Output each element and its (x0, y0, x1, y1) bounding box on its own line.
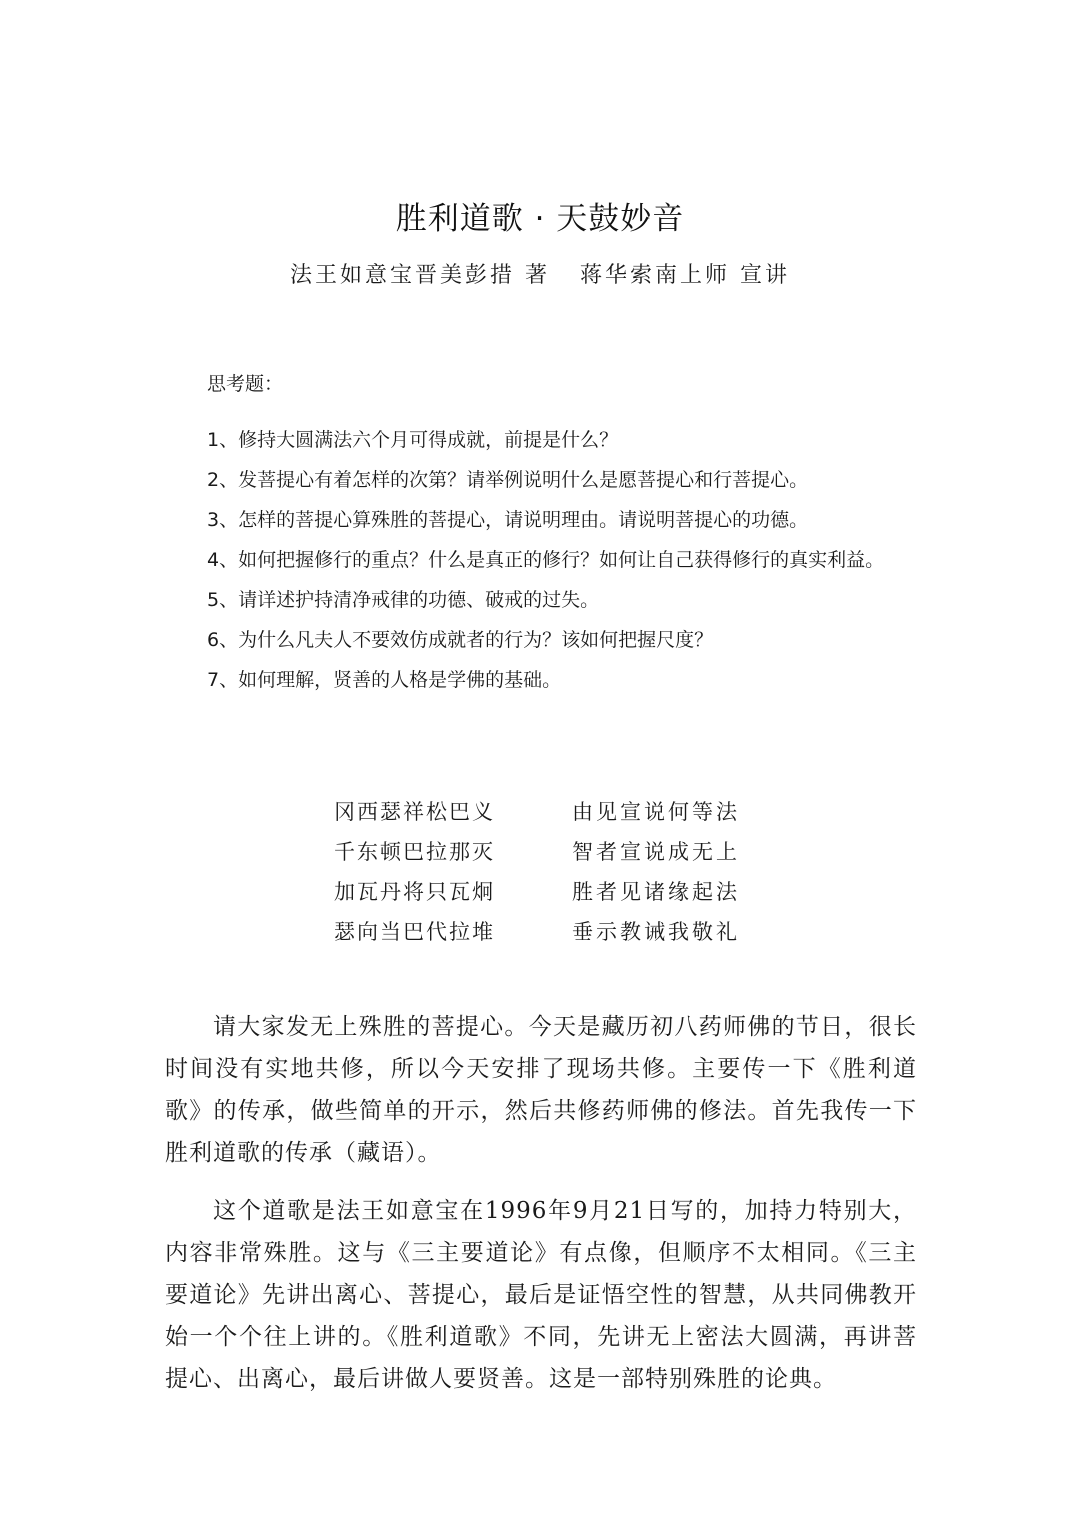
verse-chinese: 智者宣说成无上 (572, 840, 740, 864)
verse-tibetan: 冈西瑟祥松巴义 (334, 800, 495, 824)
byline (0, 258, 1080, 289)
verse-tibetan: 千东顿巴拉那灭 (334, 840, 495, 864)
verse-chinese: 胜者见诸缘起法 (572, 880, 740, 904)
questions-list (165, 420, 917, 700)
verse-line (334, 872, 754, 912)
verse-block (334, 792, 754, 952)
question-item: 2、发菩提心有着怎样的次第？请举例说明什么是愿菩提心和行菩提心。 (207, 469, 809, 491)
verse-chinese: 由见宣说何等法 (572, 800, 740, 824)
verse-tibetan: 瑟向当巴代拉堆 (334, 920, 495, 944)
question-item: 4、如何把握修行的重点？什么是真正的修行？如何让自己获得修行的真实利益。 (207, 549, 885, 571)
lecturer-credit: 蒋华索南上师 宣讲 (580, 263, 790, 288)
question-item: 5、请详述护持清净戒律的功德、破戒的过失。 (207, 589, 600, 611)
question-item: 6、为什么凡夫人不要效仿成就者的行为？该如何把握尺度？ (207, 629, 714, 651)
verse-line (334, 912, 754, 952)
question-item: 3、怎样的菩提心算殊胜的菩提心，请说明理由。请说明菩提心的功德。 (207, 509, 809, 531)
questions-heading: 思考题： (207, 373, 284, 395)
verse-line (334, 832, 754, 872)
verse-line (334, 792, 754, 832)
body-text (165, 1006, 917, 1416)
question-item: 1、修持大圆满法六个月可得成就，前提是什么？ (207, 429, 619, 451)
document-title: 胜利道歌 · 天鼓妙音 (395, 201, 685, 237)
author-credit: 法王如意宝晋美彭措 著 (290, 263, 550, 288)
body-paragraph: 请大家发无上殊胜的菩提心。今天是藏历初八药师佛的节日，很长时间没有实地共修，所以今天安排了现场共修。主要传一下《胜利道歌》的传承，做些简单的开示，然后共修药师佛的修法。首先我传一下胜利道歌的传承（藏语）。 (165, 1014, 917, 1166)
question-item: 7、如何理解，贤善的人格是学佛的基础。 (207, 669, 562, 691)
body-paragraph: 这个道歌是法王如意宝在1996年9月21日写的，加持力特别大，内容非常殊胜。这与《三主要道论》有点像，但顺序不太相同。《三主要道论》先讲出离心、菩提心，最后是证悟空性的智慧，从共同佛教开始一个个往上讲的。《胜利道歌》不同，先讲无上密法大圆满，再讲菩提心、出离心，最后讲做人要贤善。这是一部特别殊胜的论典。 (165, 1198, 917, 1392)
verse-chinese: 垂示教诫我敬礼 (572, 920, 740, 944)
verse-tibetan: 加瓦丹将只瓦炯 (334, 880, 495, 904)
